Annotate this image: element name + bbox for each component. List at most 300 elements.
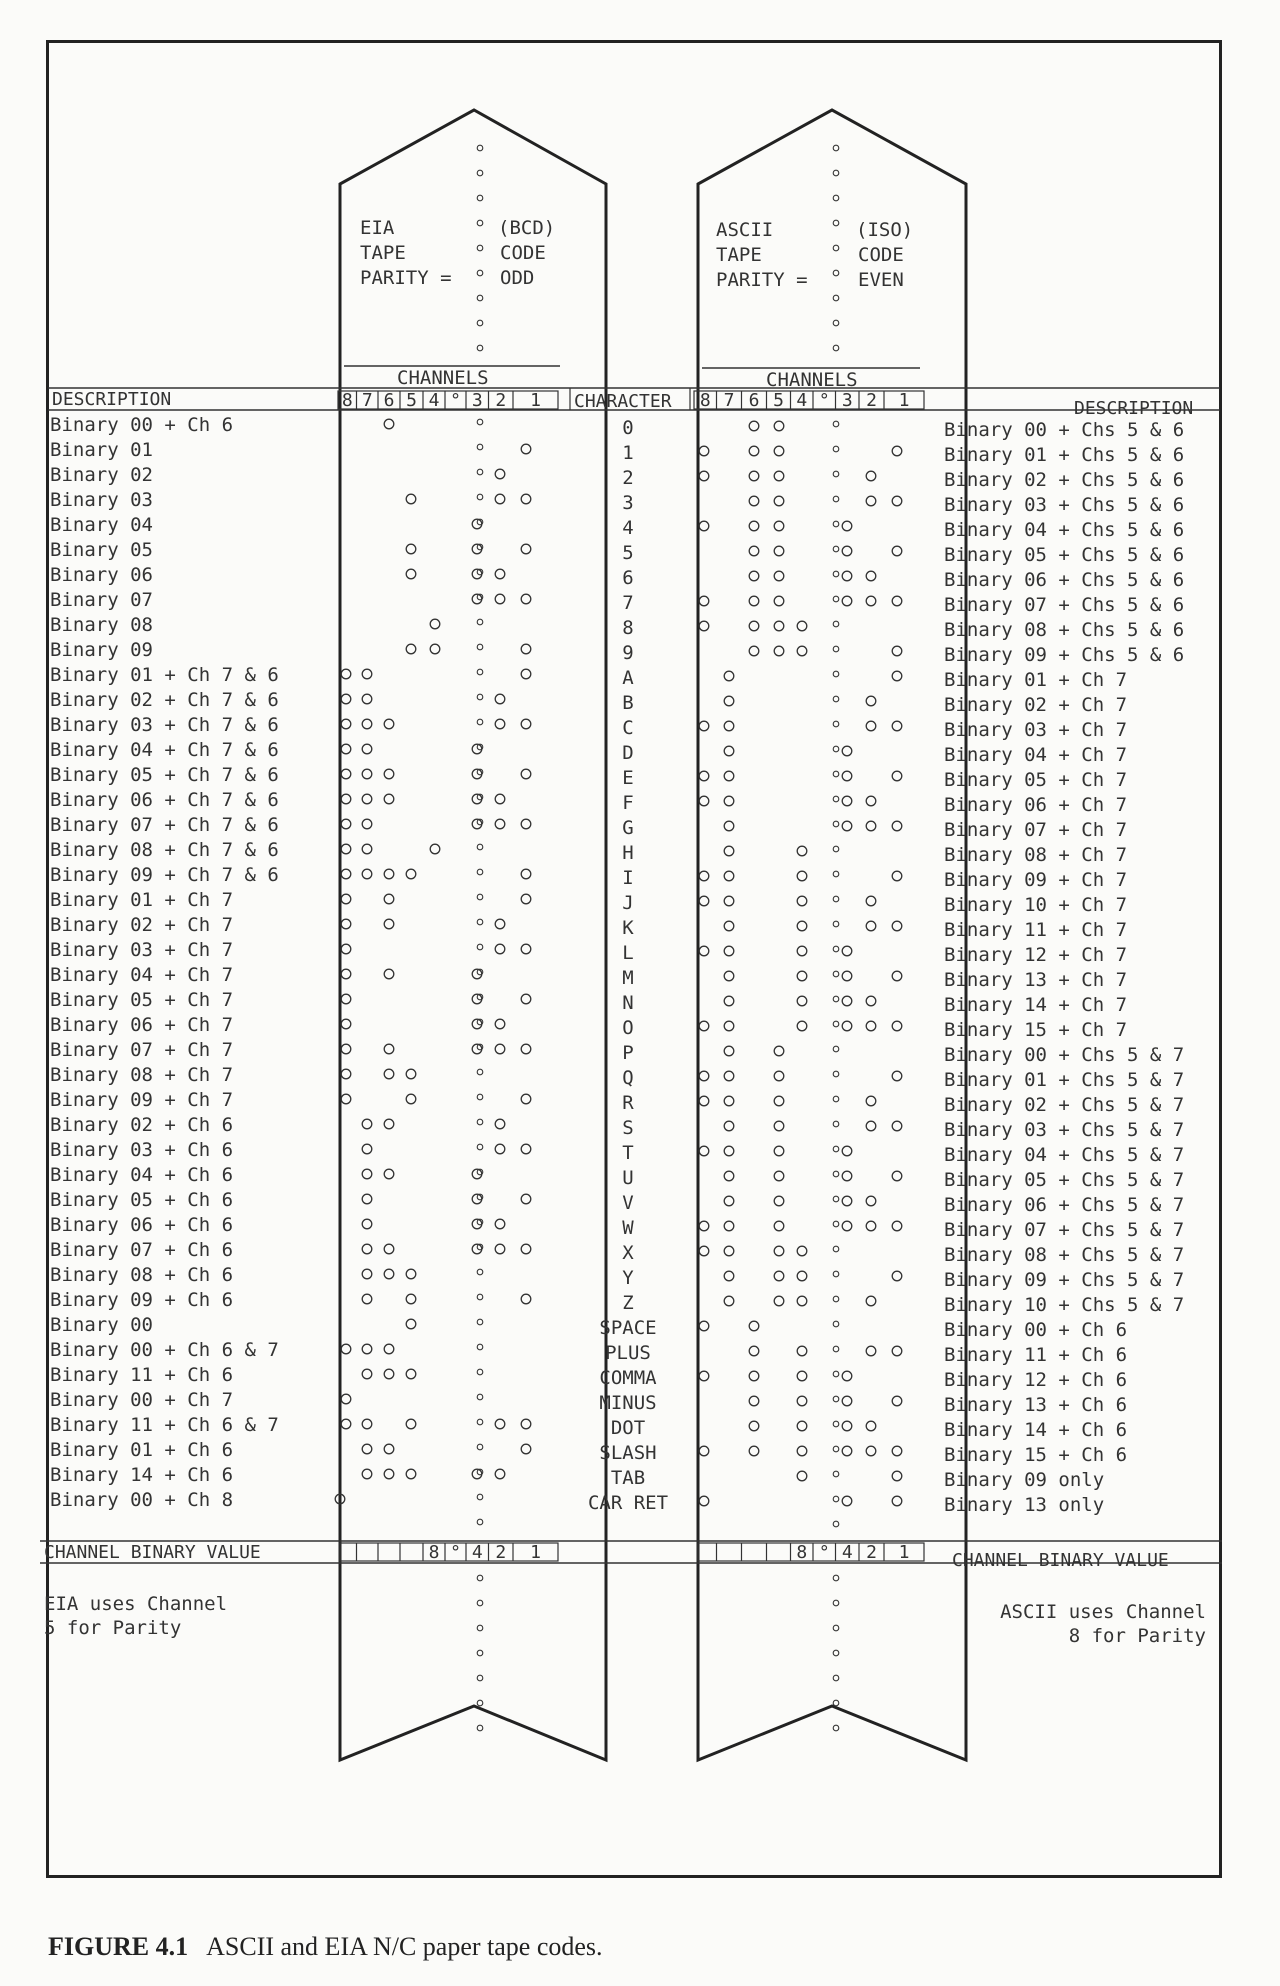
ascii-description: Binary 08 + Chs 5 & 7 bbox=[944, 1244, 1185, 1266]
eia-code-hole bbox=[521, 644, 531, 654]
ascii-code-hole bbox=[866, 1221, 876, 1231]
character-label: 8 bbox=[622, 617, 634, 639]
eia-code-hole bbox=[362, 744, 372, 754]
ascii-code-hole bbox=[797, 1371, 807, 1381]
character-label: 6 bbox=[622, 567, 634, 589]
ascii-code-hole bbox=[797, 1396, 807, 1406]
eia-code-hole bbox=[362, 1119, 372, 1129]
eia-description: Binary 02 bbox=[50, 464, 153, 486]
ascii-code-hole bbox=[724, 821, 734, 831]
eia-code-hole bbox=[384, 419, 394, 429]
code-row bbox=[50, 1414, 1127, 1441]
ascii-code-hole bbox=[842, 546, 852, 556]
sprocket-hole bbox=[833, 1675, 839, 1681]
sprocket-hole bbox=[833, 446, 839, 452]
ascii-code-hole bbox=[774, 446, 784, 456]
ascii-code-hole bbox=[749, 521, 759, 531]
code-row bbox=[50, 539, 1184, 566]
eia-code-hole bbox=[495, 919, 505, 929]
eia-code-hole bbox=[430, 619, 440, 629]
ascii-description: Binary 13 + Ch 6 bbox=[944, 1394, 1128, 1416]
ascii-code-hole bbox=[892, 821, 902, 831]
ascii-channel-label: 6 bbox=[748, 390, 760, 411]
ascii-description: Binary 03 + Chs 5 & 6 bbox=[944, 494, 1185, 516]
ascii-code-hole bbox=[749, 1421, 759, 1431]
eia-code-hole bbox=[384, 794, 394, 804]
ascii-label-line: TAPE bbox=[716, 244, 762, 266]
sprocket-hole bbox=[477, 1700, 483, 1706]
ascii-description: Binary 01 + Chs 5 & 6 bbox=[944, 444, 1185, 466]
eia-code-hole bbox=[341, 894, 351, 904]
eia-code-hole bbox=[521, 1094, 531, 1104]
ascii-code-hole bbox=[866, 921, 876, 931]
code-row bbox=[50, 1464, 1104, 1491]
character-label: SLASH bbox=[599, 1442, 657, 1464]
code-row bbox=[50, 1389, 1127, 1416]
ascii-code-hole bbox=[724, 696, 734, 706]
ascii-description: Binary 14 + Ch 6 bbox=[944, 1419, 1128, 1441]
ascii-code-hole bbox=[797, 996, 807, 1006]
ascii-code-hole bbox=[892, 496, 902, 506]
sprocket-hole bbox=[477, 1069, 483, 1075]
ascii-code-hole bbox=[866, 821, 876, 831]
ascii-code-hole bbox=[699, 721, 709, 731]
eia-code-hole bbox=[521, 594, 531, 604]
ascii-tape-label bbox=[716, 219, 913, 291]
sprocket-hole bbox=[833, 1296, 839, 1302]
ascii-code-hole bbox=[892, 1221, 902, 1231]
ascii-channel-label: 2 bbox=[866, 390, 877, 411]
eia-code-hole bbox=[362, 1269, 372, 1279]
ascii-code-hole bbox=[774, 646, 784, 656]
code-row bbox=[50, 1314, 1127, 1341]
right-description-header: DESCRIPTION bbox=[1074, 398, 1194, 419]
ascii-description: Binary 01 + Ch 7 bbox=[944, 669, 1128, 691]
ascii-code-hole bbox=[749, 421, 759, 431]
ascii-code-hole bbox=[892, 671, 902, 681]
ascii-code-hole bbox=[866, 596, 876, 606]
sprocket-hole bbox=[833, 1271, 839, 1277]
ascii-code-hole bbox=[749, 471, 759, 481]
ascii-code-hole bbox=[866, 1021, 876, 1031]
ascii-code-hole bbox=[866, 571, 876, 581]
eia-description: Binary 08 bbox=[50, 614, 153, 636]
sprocket-hole bbox=[833, 1446, 839, 1452]
sprocket-hole bbox=[477, 1494, 483, 1500]
ascii-code-hole bbox=[724, 846, 734, 856]
eia-code-hole bbox=[362, 794, 372, 804]
eia-code-hole bbox=[406, 644, 416, 654]
sprocket-hole bbox=[833, 145, 839, 151]
code-row bbox=[50, 689, 1127, 716]
sprocket-hole bbox=[833, 1700, 839, 1706]
ascii-code-hole bbox=[892, 771, 902, 781]
eia-code-line: (BCD) bbox=[498, 217, 556, 239]
eia-channel-label: 3 bbox=[471, 390, 483, 411]
ascii-code-hole bbox=[797, 1446, 807, 1456]
ascii-code-hole bbox=[866, 896, 876, 906]
sprocket-hole bbox=[477, 170, 483, 176]
ascii-description: Binary 09 only bbox=[944, 1469, 1105, 1491]
sprocket-hole bbox=[477, 944, 483, 950]
sprocket-hole bbox=[477, 1119, 483, 1125]
code-row bbox=[50, 964, 1127, 991]
ascii-code-hole bbox=[797, 871, 807, 881]
code-row bbox=[50, 1064, 1184, 1091]
ascii-code-hole bbox=[724, 921, 734, 931]
code-row bbox=[50, 489, 1184, 516]
ascii-code-hole bbox=[699, 896, 709, 906]
eia-code-hole bbox=[495, 719, 505, 729]
sprocket-hole bbox=[833, 521, 839, 527]
ascii-code-hole bbox=[892, 1446, 902, 1456]
eia-code-hole bbox=[341, 1069, 351, 1079]
sprocket-hole bbox=[833, 646, 839, 652]
ascii-code-hole bbox=[866, 496, 876, 506]
ascii-description: Binary 03 + Chs 5 & 7 bbox=[944, 1119, 1185, 1141]
code-row bbox=[50, 1164, 1184, 1191]
eia-code-hole bbox=[495, 569, 505, 579]
eia-code-line: ODD bbox=[500, 267, 535, 289]
eia-code-hole bbox=[521, 1419, 531, 1429]
sprocket-hole bbox=[477, 1094, 483, 1100]
code-row bbox=[50, 789, 1127, 816]
sprocket-hole bbox=[833, 1246, 839, 1252]
code-row bbox=[50, 1489, 1104, 1516]
sprocket-hole bbox=[477, 844, 483, 850]
sprocket-hole bbox=[477, 644, 483, 650]
ascii-code-hole bbox=[797, 621, 807, 631]
ascii-code-hole bbox=[866, 1096, 876, 1106]
ascii-code-hole bbox=[749, 546, 759, 556]
eia-code-hole bbox=[362, 1369, 372, 1379]
sprocket-hole bbox=[833, 946, 839, 952]
ascii-code-hole bbox=[892, 921, 902, 931]
character-label: COMMA bbox=[599, 1367, 657, 1389]
ascii-binary-value-label: 2 bbox=[866, 1542, 877, 1563]
ascii-channel-header bbox=[694, 390, 924, 411]
ascii-code-hole bbox=[699, 1496, 709, 1506]
ascii-code-hole bbox=[866, 471, 876, 481]
sprocket-hole bbox=[477, 719, 483, 725]
sprocket-hole bbox=[833, 1096, 839, 1102]
code-row bbox=[50, 1114, 1184, 1141]
ascii-code-hole bbox=[842, 946, 852, 956]
eia-code-hole bbox=[430, 644, 440, 654]
ascii-code-hole bbox=[724, 1046, 734, 1056]
sprocket-hole bbox=[833, 721, 839, 727]
ascii-code-hole bbox=[774, 421, 784, 431]
character-label: 7 bbox=[622, 592, 634, 614]
sprocket-hole bbox=[833, 1625, 839, 1631]
eia-code-hole bbox=[521, 544, 531, 554]
ascii-description: Binary 04 + Ch 7 bbox=[944, 744, 1128, 766]
ascii-code-hole bbox=[892, 1271, 902, 1281]
ascii-code-line: (ISO) bbox=[856, 219, 914, 241]
eia-description: Binary 00 + Ch 7 bbox=[50, 1389, 234, 1411]
ascii-code-hole bbox=[842, 1196, 852, 1206]
ascii-tape-outline bbox=[698, 110, 966, 1760]
eia-description: Binary 08 + Ch 7 bbox=[50, 1064, 234, 1086]
ascii-parity-note: ASCII uses Channel bbox=[1000, 1601, 1206, 1623]
sprocket-hole bbox=[833, 1071, 839, 1077]
ascii-description: Binary 07 + Ch 7 bbox=[944, 819, 1128, 841]
eia-code-hole bbox=[341, 869, 351, 879]
ascii-code-hole bbox=[892, 646, 902, 656]
character-label: C bbox=[622, 717, 634, 739]
ascii-code-hole bbox=[866, 1446, 876, 1456]
eia-code-hole bbox=[362, 1244, 372, 1254]
ascii-code-hole bbox=[699, 446, 709, 456]
ascii-code-hole bbox=[724, 796, 734, 806]
sprocket-hole bbox=[477, 1600, 483, 1606]
ascii-code-hole bbox=[774, 1071, 784, 1081]
eia-code-hole bbox=[341, 1394, 351, 1404]
sprocket-hole bbox=[477, 345, 483, 351]
character-header: CHARACTER bbox=[574, 391, 672, 412]
sprocket-hole bbox=[833, 621, 839, 627]
sprocket-hole bbox=[477, 145, 483, 151]
eia-code-hole bbox=[495, 694, 505, 704]
ascii-code-hole bbox=[892, 871, 902, 881]
ascii-code-hole bbox=[892, 1071, 902, 1081]
eia-description: Binary 05 bbox=[50, 539, 153, 561]
code-row bbox=[50, 889, 1127, 916]
ascii-description: Binary 09 + Ch 7 bbox=[944, 869, 1128, 891]
eia-code-hole bbox=[362, 719, 372, 729]
ascii-code-hole bbox=[749, 1321, 759, 1331]
ascii-description: Binary 03 + Ch 7 bbox=[944, 719, 1128, 741]
ascii-code-hole bbox=[774, 1096, 784, 1106]
eia-description: Binary 07 + Ch 6 bbox=[50, 1239, 234, 1261]
character-label: O bbox=[622, 1017, 634, 1039]
eia-description: Binary 02 + Ch 7 & 6 bbox=[50, 689, 279, 711]
sprocket-hole bbox=[833, 1346, 839, 1352]
ascii-description: Binary 13 + Ch 7 bbox=[944, 969, 1128, 991]
eia-code-hole bbox=[341, 919, 351, 929]
ascii-code-hole bbox=[749, 1396, 759, 1406]
sprocket-hole bbox=[477, 245, 483, 251]
sprocket-hole bbox=[477, 894, 483, 900]
ascii-code-hole bbox=[724, 671, 734, 681]
ascii-description: Binary 09 + Chs 5 & 6 bbox=[944, 644, 1185, 666]
ascii-code-hole bbox=[699, 1096, 709, 1106]
ascii-code-hole bbox=[842, 1146, 852, 1156]
ascii-code-hole bbox=[749, 596, 759, 606]
eia-code-hole bbox=[495, 1044, 505, 1054]
character-label: 3 bbox=[622, 492, 634, 514]
sprocket-hole bbox=[477, 694, 483, 700]
ascii-code-hole bbox=[749, 446, 759, 456]
character-label: 2 bbox=[622, 467, 634, 489]
ascii-code-hole bbox=[866, 1121, 876, 1131]
sprocket-hole bbox=[477, 1394, 483, 1400]
ascii-code-hole bbox=[699, 1321, 709, 1331]
sprocket-hole bbox=[833, 1046, 839, 1052]
eia-code-hole bbox=[341, 819, 351, 829]
channel-binary-value-right-label: CHANNEL BINARY VALUE bbox=[952, 1550, 1169, 1571]
eia-code-hole bbox=[362, 1444, 372, 1454]
sprocket-hole bbox=[477, 1144, 483, 1150]
ascii-code-hole bbox=[749, 1346, 759, 1356]
ascii-code-hole bbox=[842, 571, 852, 581]
eia-channel-label: 7 bbox=[361, 390, 373, 411]
eia-description: Binary 00 + Ch 8 bbox=[50, 1489, 234, 1511]
eia-code-hole bbox=[495, 1019, 505, 1029]
figure-number: FIGURE 4.1 bbox=[48, 1932, 189, 1961]
eia-code-hole bbox=[495, 944, 505, 954]
ascii-channel-label: 5 bbox=[773, 390, 784, 411]
character-label: F bbox=[622, 792, 634, 814]
ascii-code-hole bbox=[774, 1271, 784, 1281]
ascii-code-hole bbox=[724, 1296, 734, 1306]
eia-code-hole bbox=[521, 869, 531, 879]
character-label: M bbox=[622, 967, 634, 989]
ascii-code-hole bbox=[699, 1221, 709, 1231]
ascii-description: Binary 04 + Chs 5 & 7 bbox=[944, 1144, 1185, 1166]
ascii-code-line: CODE bbox=[858, 244, 904, 266]
sprocket-hole bbox=[477, 494, 483, 500]
sprocket-hole bbox=[833, 1321, 839, 1327]
eia-code-hole bbox=[384, 1269, 394, 1279]
ascii-code-hole bbox=[774, 546, 784, 556]
code-row bbox=[50, 664, 1127, 691]
sprocket-hole bbox=[477, 1319, 483, 1325]
eia-code-hole bbox=[341, 744, 351, 754]
ascii-code-hole bbox=[724, 1196, 734, 1206]
sprocket-hole bbox=[833, 1146, 839, 1152]
eia-code-hole bbox=[384, 919, 394, 929]
eia-code-hole bbox=[384, 769, 394, 779]
ascii-binary-value-row bbox=[698, 1542, 924, 1563]
ascii-description: Binary 10 + Chs 5 & 7 bbox=[944, 1294, 1185, 1316]
character-label: K bbox=[622, 917, 634, 939]
sprocket-hole bbox=[833, 546, 839, 552]
ascii-code-hole bbox=[774, 471, 784, 481]
code-row bbox=[50, 439, 1184, 466]
ascii-channel-label: ° bbox=[818, 390, 830, 411]
sprocket-hole bbox=[477, 1344, 483, 1350]
eia-channel-label: 8 bbox=[341, 390, 353, 411]
ascii-code-hole bbox=[892, 546, 902, 556]
eia-channel-label: 2 bbox=[495, 390, 507, 411]
ascii-code-hole bbox=[699, 1146, 709, 1156]
ascii-code-hole bbox=[774, 1046, 784, 1056]
eia-tape-outline bbox=[340, 110, 606, 1760]
sprocket-hole bbox=[833, 1600, 839, 1606]
eia-code-hole bbox=[362, 1169, 372, 1179]
ascii-description: Binary 11 + Ch 6 bbox=[944, 1344, 1128, 1366]
eia-description: Binary 06 + Ch 7 bbox=[50, 1014, 234, 1036]
ascii-channel-label: 4 bbox=[796, 390, 808, 411]
ascii-code-hole bbox=[797, 921, 807, 931]
sprocket-hole bbox=[833, 320, 839, 326]
character-label: B bbox=[622, 692, 634, 714]
ascii-code-hole bbox=[774, 1171, 784, 1181]
sprocket-hole bbox=[833, 1396, 839, 1402]
ascii-code-hole bbox=[842, 771, 852, 781]
ascii-code-hole bbox=[724, 896, 734, 906]
ascii-description: Binary 00 + Chs 5 & 6 bbox=[944, 419, 1185, 441]
ascii-description: Binary 05 + Chs 5 & 7 bbox=[944, 1169, 1185, 1191]
eia-code-hole bbox=[362, 1194, 372, 1204]
ascii-description: Binary 08 + Chs 5 & 6 bbox=[944, 619, 1185, 641]
eia-code-hole bbox=[362, 1419, 372, 1429]
eia-code-hole bbox=[495, 494, 505, 504]
eia-code-hole bbox=[362, 1469, 372, 1479]
code-row bbox=[50, 614, 1184, 641]
ascii-description: Binary 00 + Ch 6 bbox=[944, 1319, 1128, 1341]
ascii-description: Binary 06 + Chs 5 & 6 bbox=[944, 569, 1185, 591]
sprocket-hole bbox=[833, 846, 839, 852]
eia-description: Binary 07 + Ch 7 bbox=[50, 1039, 234, 1061]
eia-code-hole bbox=[341, 844, 351, 854]
eia-code-hole bbox=[521, 994, 531, 1004]
sprocket-hole bbox=[833, 421, 839, 427]
ascii-description: Binary 07 + Chs 5 & 7 bbox=[944, 1219, 1185, 1241]
ascii-code-hole bbox=[724, 1171, 734, 1181]
eia-code-hole bbox=[495, 1219, 505, 1229]
ascii-code-hole bbox=[749, 621, 759, 631]
eia-code-hole bbox=[384, 969, 394, 979]
eia-description: Binary 03 bbox=[50, 489, 153, 511]
ascii-description: Binary 12 + Ch 7 bbox=[944, 944, 1128, 966]
code-row bbox=[50, 564, 1184, 591]
eia-description: Binary 08 + Ch 7 & 6 bbox=[50, 839, 279, 861]
ascii-description: Binary 05 + Ch 7 bbox=[944, 769, 1128, 791]
character-label: P bbox=[622, 1042, 634, 1064]
character-label: MINUS bbox=[599, 1392, 657, 1414]
ascii-code-hole bbox=[892, 1171, 902, 1181]
code-row bbox=[50, 1039, 1184, 1066]
code-row bbox=[50, 814, 1127, 841]
ascii-code-hole bbox=[699, 471, 709, 481]
eia-description: Binary 04 bbox=[50, 514, 153, 536]
character-label: 1 bbox=[622, 442, 634, 464]
sprocket-hole bbox=[833, 1471, 839, 1477]
character-label: G bbox=[622, 817, 634, 839]
character-label: D bbox=[622, 742, 634, 764]
ascii-code-hole bbox=[797, 846, 807, 856]
ascii-code-hole bbox=[892, 1021, 902, 1031]
character-label: PLUS bbox=[605, 1342, 651, 1364]
ascii-code-hole bbox=[774, 521, 784, 531]
character-label: U bbox=[622, 1167, 634, 1189]
sprocket-hole bbox=[477, 419, 483, 425]
eia-code-hole bbox=[521, 719, 531, 729]
eia-description: Binary 08 + Ch 6 bbox=[50, 1264, 234, 1286]
ascii-code-hole bbox=[774, 596, 784, 606]
sprocket-hole bbox=[477, 1269, 483, 1275]
sprocket-hole bbox=[833, 571, 839, 577]
eia-parity-note: 5 for Parity bbox=[44, 1617, 182, 1639]
sprocket-hole bbox=[833, 220, 839, 226]
code-row bbox=[50, 464, 1184, 491]
eia-code-hole bbox=[384, 869, 394, 879]
eia-code-hole bbox=[362, 1294, 372, 1304]
character-label: X bbox=[622, 1242, 634, 1264]
ascii-code-hole bbox=[797, 1021, 807, 1031]
character-label: V bbox=[622, 1192, 634, 1214]
eia-code-hole bbox=[406, 869, 416, 879]
sprocket-hole bbox=[833, 1021, 839, 1027]
character-label: I bbox=[622, 867, 634, 889]
eia-parity-note: EIA uses Channel bbox=[44, 1593, 228, 1615]
eia-code-line: CODE bbox=[500, 242, 546, 264]
eia-code-hole bbox=[495, 1244, 505, 1254]
eia-code-hole bbox=[362, 819, 372, 829]
eia-description: Binary 05 + Ch 6 bbox=[50, 1189, 234, 1211]
